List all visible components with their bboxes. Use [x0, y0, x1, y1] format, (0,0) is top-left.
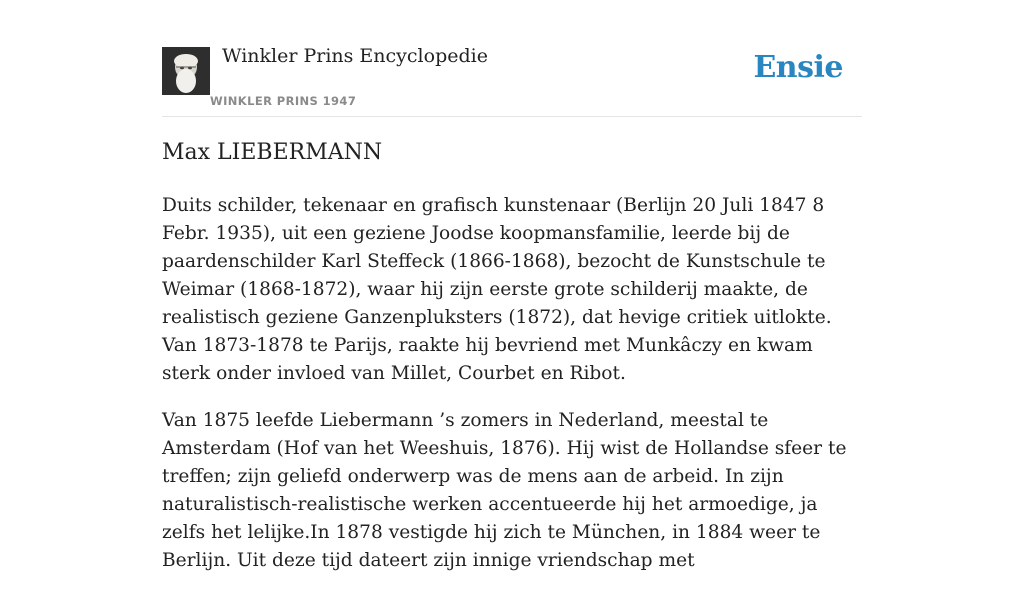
paragraph: Van 1875 leefde Liebermann ’s zomers in Nederland, meestal te Amsterdam (Hof van het Weeshuis, 1876). Hij wist de Hollandse sfeer te treffen; zijn geliefd onderwerp was de mens aan de arbeid. In zijn naturalistisch-realistische werken accentueerde hij het armoedige, ja zelfs het lelijke.In 1878 vestigde hij zich te München, in 1884 weer te Berlijn. Uit deze tijd dateert zijn innige vriendschap met [162, 410, 847, 571]
portrait-icon [162, 47, 210, 95]
article-title: Max LIEBERMANN [162, 140, 383, 165]
site-name[interactable]: Winkler Prins Encyclopedie [222, 45, 488, 67]
brand-logo[interactable]: Ensie [753, 50, 843, 85]
paragraph: Duits schilder, tekenaar en grafisch kunstenaar (Berlijn 20 Juli 1847 8 Febr. 1935), uit een geziene Joodse koopmansfamilie, leerde bij de paardenschilder Karl Steffeck (1866-1868), bezocht de Kunstschule te Weimar (1868-1872), waar hij zijn eerste grote schilderij maakte, de realistisch geziene Ganzenpluksters (1872), dat hevige critiek uitlokte. Van 1873-1878 te Parijs, raakte hij bevriend met Munkâczy en kwam sterk onder invloed van Millet, Courbet en Ribot. [162, 195, 832, 384]
page-container [162, 0, 862, 571]
avatar[interactable] [162, 47, 210, 95]
article-body [162, 192, 862, 594]
edition-label[interactable]: WINKLER PRINS 1947 [210, 94, 357, 108]
site-header [162, 0, 862, 117]
